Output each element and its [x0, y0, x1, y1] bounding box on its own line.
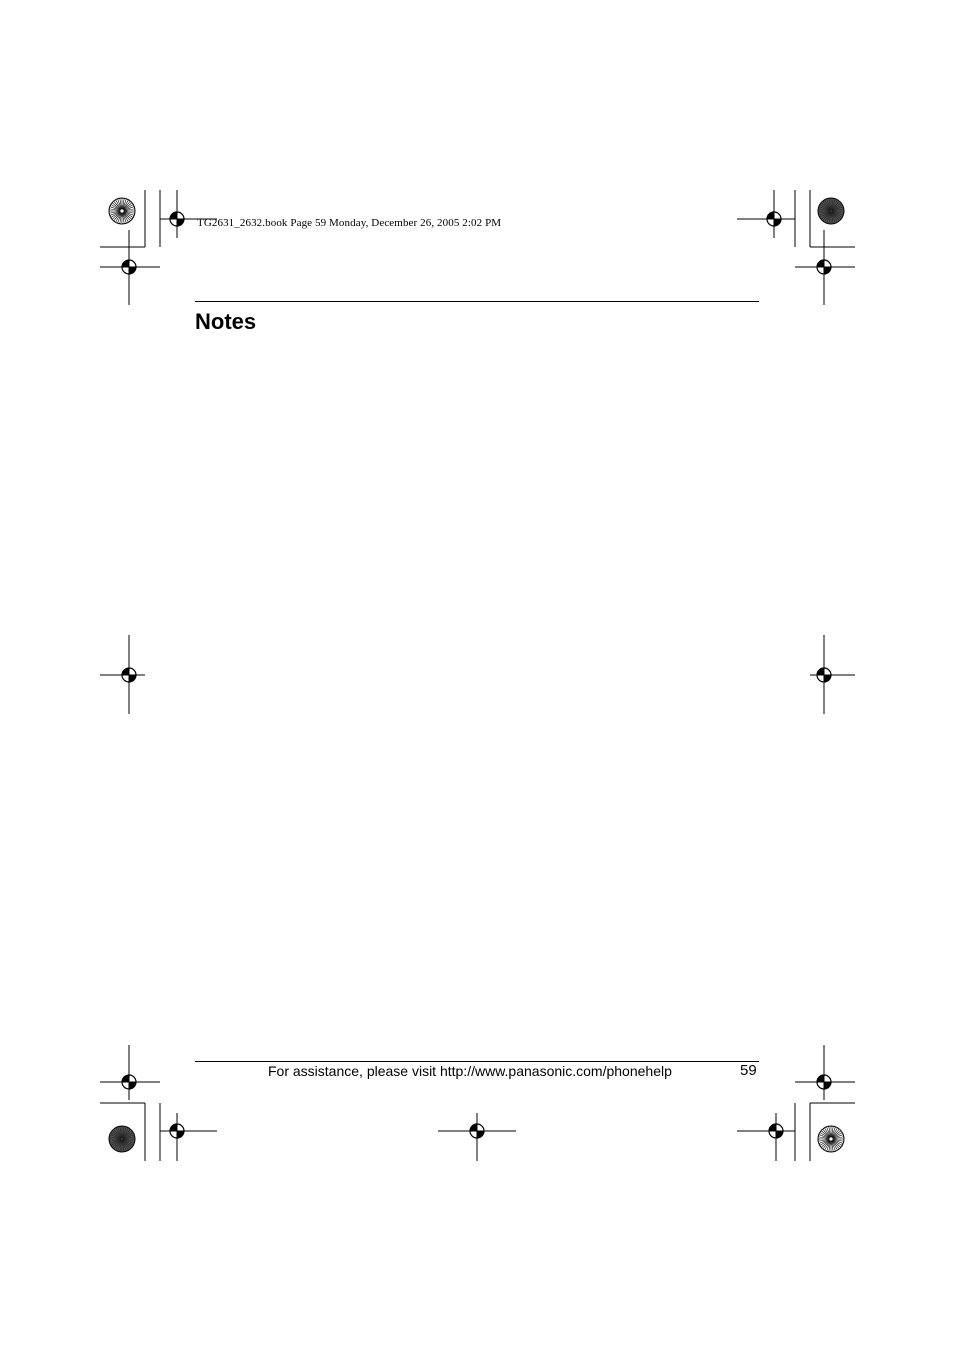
color-target-center — [829, 1137, 833, 1141]
color-target-center — [829, 209, 833, 213]
color-target-center — [120, 1137, 124, 1141]
page-number: 59 — [740, 1062, 757, 1079]
footer-assistance-text: For assistance, please visit http://www.panasonic.com/phonehelp — [268, 1063, 672, 1079]
page-title: Notes — [195, 309, 257, 334]
header-rule — [195, 301, 759, 302]
color-target-center — [120, 209, 124, 213]
print-slug: TG2631_2632.book Page 59 Monday, December 26, 2005 2:02 PM — [197, 217, 502, 229]
